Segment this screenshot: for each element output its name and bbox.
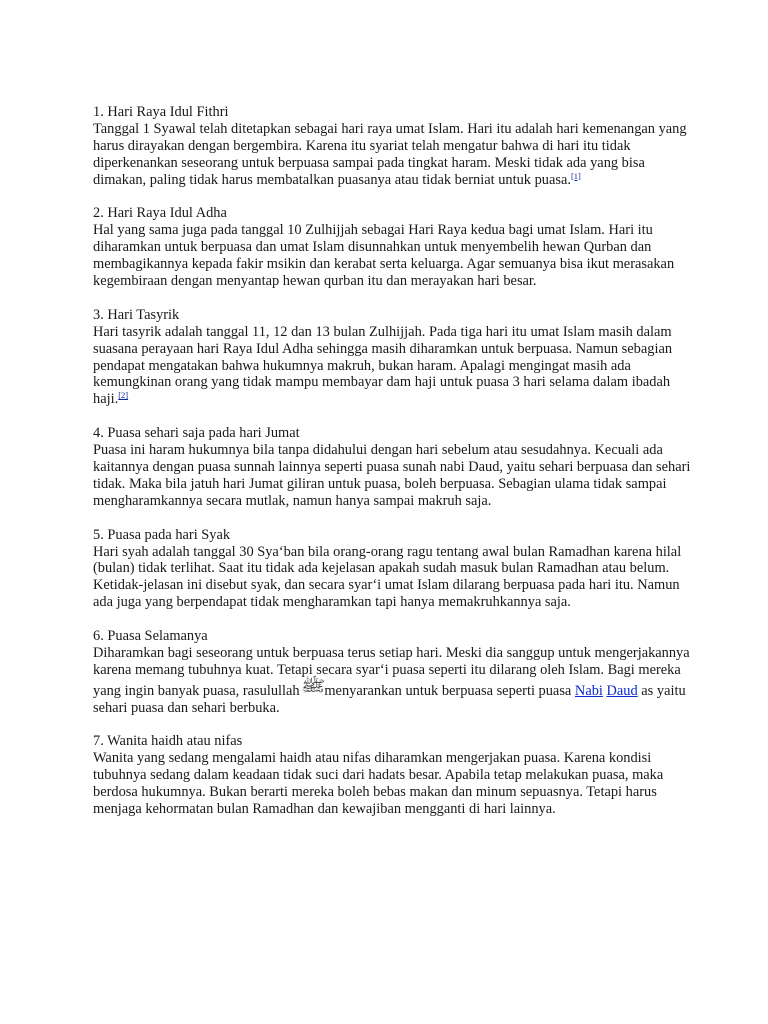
section-hari-syak [93, 527, 693, 612]
footnote-ref-link[interactable]: [1] [570, 170, 581, 181]
section-body: Hal yang sama juga pada tanggal 10 Zulhijjah sebagai Hari Raya kedua bagi umat Islam. Hari itu diharamkan untuk berpuasa dan umat Islam disunnahkan untuk menyembelih hewan Qurban dan membagikannya kepada fakir msikin dan kerabat serta keluarga. Agar semuanya bisa ikut merasakan kegembiraan dengan menyantap hewan qurban itu dan merayakan hari besar. [93, 222, 675, 290]
section-body [93, 121, 693, 189]
section-haidh-nifas [93, 733, 693, 818]
section-heading: 3. Hari Tasyrik [93, 306, 180, 323]
document-page [93, 104, 693, 835]
section-idul-adha [93, 205, 693, 290]
section-heading: 4. Puasa sehari saja pada hari Jumat [93, 425, 300, 442]
sallallahu-alaihi-wasallam-glyph: ﷺ [301, 676, 326, 695]
section-idul-fithri [93, 104, 693, 189]
section-heading: 6. Puasa Selamanya [93, 628, 208, 645]
section-heading: 1. Hari Raya Idul Fithri [93, 104, 229, 120]
footnote-ref-link[interactable]: [2] [118, 390, 129, 401]
section-body-text: Diharamkan bagi seseorang untuk berpuasa terus setiap hari. Meski dia sanggup untuk mengerjakannya karena memang tubuhnya kuat. Tetapi secara syar‘i puasa seperti itu dilarang oleh Islam. Bagi mereka yang ingin banyak puasa, rasulullah [93, 644, 690, 699]
section-puasa-selamanya [93, 628, 693, 717]
daud-link[interactable]: Daud [606, 682, 638, 699]
section-body-text: as yaitu sehari puasa dan sehari berbuka. [93, 682, 686, 716]
section-body: Puasa ini haram hukumnya bila tanpa didahului dengan hari sebelum atau sesudahnya. Kecuali ada kaitannya dengan puasa sunnah lainnya seperti puasa sunah nabi Daud, yaitu sehari berpuasa dan sehari tidak. Maka bila jatuh hari Jumat giliran untuk puasa, boleh berpuasa. Sebagian ulama tidak sampai mengharamkannya secara mutlak, namun hanya sampai makruh saja. [93, 442, 691, 509]
section-heading: 7. Wanita haidh atau nifas [93, 733, 243, 750]
section-body-text: Hari tasyrik adalah tanggal 11, 12 dan 13 bulan Zulhijjah. Pada tiga hari itu umat Islam masih dalam suasana perayaan hari Raya Idul Adha sehingga masih diharamkan untuk berpuasa. Namun sebagian pendapat mengatakan bahwa hukumnya makruh, bukan haram. Apalagi mengingat masih ada kemungkinan orang yang tidak mampu membayar dam haji untuk puasa 3 hari selama dalam ibadah haji. [93, 323, 673, 408]
section-body: Wanita yang sedang mengalami haidh atau nifas diharamkan mengerjakan puasa. Karena kondisi tubuhnya sedang dalam keadaan tidak suci dari hadats besar. Apabila tetap melakukan puasa, maka berdosa hukumnya. Bukan berarti mereka boleh bebas makan dan minum sepuasnya. Tetapi harus menjaga kehormatan bulan Ramadhan dan kewajiban mengganti di hari lainnya. [93, 750, 664, 818]
section-puasa-jumat [93, 425, 693, 510]
nabi-link[interactable]: Nabi [574, 682, 603, 699]
section-body-text: Tanggal 1 Syawal telah ditetapkan sebagai hari raya umat Islam. Hari itu adalah hari kemenangan yang harus dirayakan dengan bergembira. Karena itu syariat telah mengatur bahwa di hari itu tidak diperkenankan seseorang untuk berpuasa sampai pada tingkat haram. Meski tidak ada yang bisa dimakan, paling tidak harus membatalkan puasanya atau tidak berniat untuk puasa. [93, 120, 687, 188]
section-heading: 5. Puasa pada hari Syak [93, 526, 231, 543]
section-body: Hari syah adalah tanggal 30 Sya‘ban bila orang-orang ragu tentang awal bulan Ramadhan karena hilal (bulan) tidak terlihat. Saat itu tidak ada kejelasan apakah sudah masuk bulan Ramadhan atau belum. Ketidak-jelasan ini disebut syak, dan secara syar‘i umat Islam dilarang berpuasa pada hari itu. Namun ada juga yang berpendapat tidak mengharamkan tapi hanya memakruhkannya saja. [93, 543, 682, 611]
section-body [93, 324, 693, 409]
section-body [93, 645, 693, 717]
section-hari-tasyrik [93, 307, 693, 408]
section-heading: 2. Hari Raya Idul Adha [93, 205, 227, 222]
section-body-text: menyarankan untuk berpuasa seperti puasa [324, 682, 572, 699]
